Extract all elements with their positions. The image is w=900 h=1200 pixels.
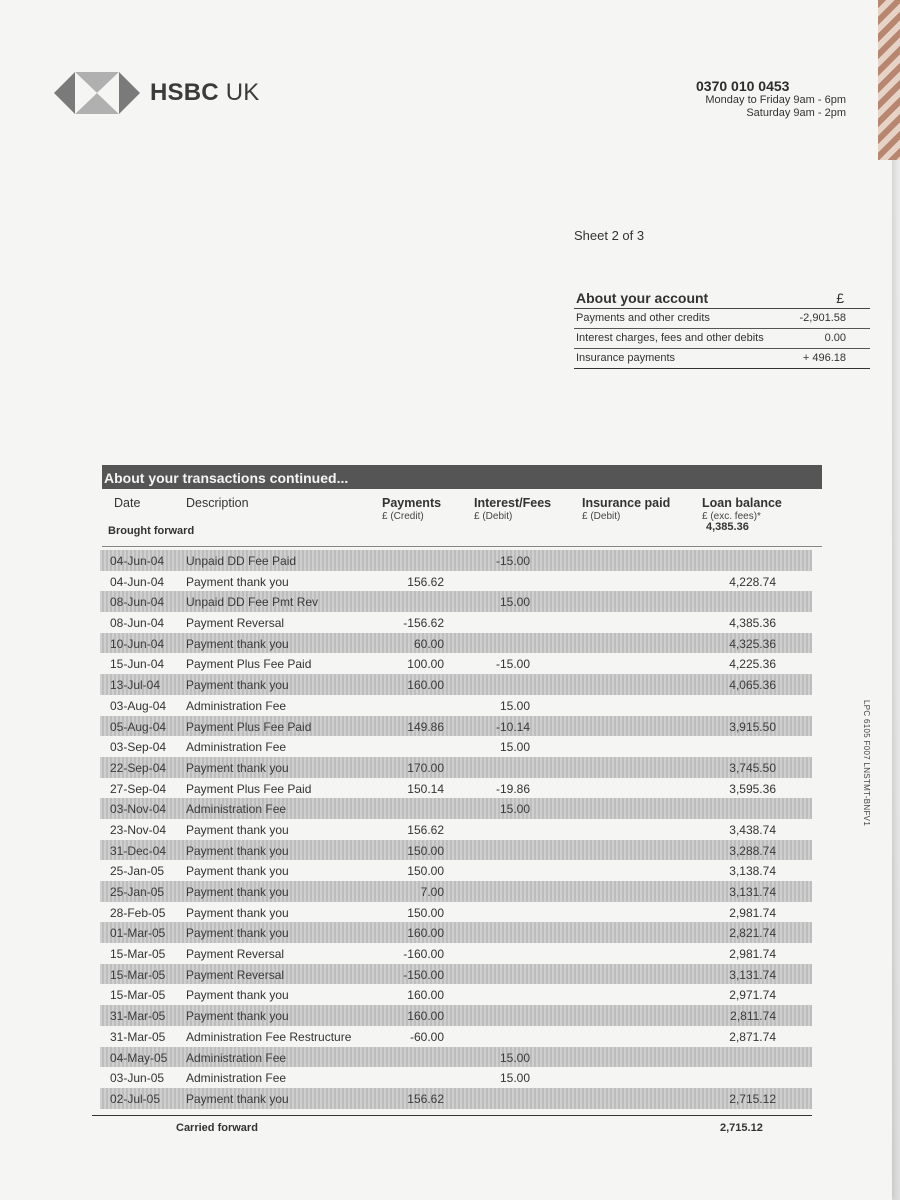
sheet-label: Sheet 2 of 3 [574, 228, 645, 243]
transaction-description: Administration Fee [186, 698, 287, 713]
transactions-list [100, 550, 812, 1109]
transaction-date: 31-Mar-05 [110, 1009, 166, 1024]
transaction-date: 27-Sep-04 [110, 781, 167, 796]
transaction-balance: 2,821.74 [729, 926, 776, 941]
transaction-payment: 156.62 [407, 1091, 444, 1106]
transaction-description: Administration Fee [186, 1071, 287, 1086]
transaction-row [100, 757, 812, 778]
transaction-balance: 3,131.74 [729, 885, 776, 899]
transaction-description: Payment Reversal [186, 967, 285, 982]
contact-block [696, 78, 846, 120]
column-date: Date [114, 496, 141, 510]
transaction-balance: 4,325.36 [729, 636, 776, 651]
transaction-interest-fee: 15.00 [499, 698, 530, 713]
carried-forward-row [92, 1115, 812, 1142]
transaction-interest-fee: 15.00 [499, 595, 530, 610]
transaction-description: Payment thank you [186, 678, 289, 693]
transaction-interest-fee: 15.00 [499, 802, 530, 817]
column-description: Description [186, 496, 249, 510]
transaction-date: 25-Jan-05 [110, 885, 165, 899]
transaction-date: 31-Mar-05 [110, 1029, 166, 1044]
transaction-payment: 150.00 [407, 864, 444, 879]
transaction-interest-fee: -19.86 [495, 781, 530, 796]
summary-row [574, 329, 870, 349]
column-loan-balance: Loan balance £ (exc. fees)* [702, 496, 782, 522]
hsbc-logo [54, 72, 259, 114]
transaction-row [100, 612, 812, 633]
transaction-row [100, 1088, 812, 1109]
transaction-payment: -60.00 [409, 1029, 444, 1044]
transaction-interest-fee: -15.00 [495, 554, 530, 568]
transaction-row [100, 860, 812, 881]
transaction-row [100, 922, 812, 943]
transaction-row [100, 571, 812, 592]
transaction-payment: 150.00 [407, 905, 444, 920]
transaction-balance: 4,065.36 [729, 678, 776, 693]
transaction-description: Payment Reversal [186, 947, 285, 962]
transaction-date: 04-May-05 [110, 1050, 168, 1065]
transaction-balance: 4,385.36 [729, 616, 776, 631]
transaction-row [100, 716, 812, 737]
phone-number: 0370 010 0453 [696, 78, 790, 94]
transaction-date: 04-Jun-04 [110, 554, 165, 568]
carried-forward-balance: 2,715.12 [720, 1122, 763, 1134]
opening-hours-weekday: Monday to Friday 9am - 6pm [705, 94, 846, 106]
summary-value: + 496.18 [802, 352, 846, 364]
transaction-row [100, 674, 812, 695]
background-edge [878, 0, 900, 160]
transaction-row [100, 633, 812, 654]
transaction-balance: 4,228.74 [729, 574, 776, 589]
transaction-description: Payment thank you [186, 864, 289, 879]
column-payments: Payments £ (Credit) [382, 496, 442, 522]
transaction-description: Payment thank you [186, 885, 289, 899]
transaction-date: 22-Sep-04 [110, 760, 167, 775]
transaction-description: Payment thank you [186, 760, 289, 775]
transaction-payment: -156.62 [403, 616, 444, 631]
transaction-date: 25-Jan-05 [110, 864, 165, 879]
transaction-date: 02-Jul-05 [110, 1091, 161, 1106]
column-interest-fees: Interest/Fees £ (Debit) [474, 496, 552, 522]
transaction-date: 15-Jun-04 [110, 657, 165, 672]
transaction-row [100, 798, 812, 819]
summary-value: 0.00 [824, 332, 846, 344]
transaction-payment: 160.00 [407, 926, 444, 941]
document-reference-code: LPC 6105 F007 LNSTMT-BNFV1 [862, 700, 871, 827]
transaction-balance: 2,971.74 [729, 988, 776, 1003]
summary-row [574, 309, 870, 329]
transaction-description: Unpaid DD Fee Paid [186, 554, 297, 568]
transaction-balance: 2,981.74 [729, 947, 776, 962]
transaction-balance: 3,138.74 [729, 864, 776, 879]
transaction-interest-fee: -15.00 [495, 657, 530, 672]
transaction-balance: 3,745.50 [729, 760, 776, 775]
transaction-description: Payment thank you [186, 822, 289, 837]
transaction-payment: 160.00 [407, 988, 444, 1003]
transaction-description: Payment thank you [186, 843, 289, 858]
transaction-description: Payment Plus Fee Paid [186, 781, 312, 796]
currency-symbol: £ [836, 290, 844, 306]
transaction-date: 23-Nov-04 [110, 822, 167, 837]
transaction-row [100, 984, 812, 1005]
transaction-payment: 170.00 [407, 760, 444, 775]
brought-forward-balance: 4,385.36 [706, 521, 749, 533]
transaction-date: 15-Mar-05 [110, 967, 166, 982]
transaction-description: Payment thank you [186, 1091, 289, 1106]
transaction-row [100, 1047, 812, 1068]
transaction-payment: 150.00 [407, 843, 444, 858]
transaction-interest-fee: -10.14 [495, 719, 530, 734]
transaction-interest-fee: 15.00 [499, 740, 530, 755]
transactions-title: About your transactions continued... [102, 465, 822, 489]
transaction-date: 03-Nov-04 [110, 802, 167, 817]
transaction-date: 04-Jun-04 [110, 574, 165, 589]
transaction-date: 01-Mar-05 [110, 926, 166, 941]
transaction-description: Payment thank you [186, 988, 289, 1003]
transaction-description: Payment thank you [186, 926, 289, 941]
transaction-balance: 3,438.74 [729, 822, 776, 837]
transaction-payment: -150.00 [403, 967, 444, 982]
transaction-description: Administration Fee [186, 802, 287, 817]
transaction-interest-fee: 15.00 [499, 1050, 530, 1065]
transaction-date: 15-Mar-05 [110, 947, 166, 962]
transaction-balance: 2,981.74 [729, 905, 776, 920]
transaction-balance: 2,715.12 [729, 1091, 776, 1106]
transaction-payment: 100.00 [407, 657, 444, 672]
transaction-payment: 160.00 [407, 1009, 444, 1024]
transaction-balance: 3,288.74 [729, 843, 776, 858]
summary-row [574, 349, 870, 369]
transaction-description: Payment thank you [186, 636, 289, 651]
transaction-description: Administration Fee Restructure [186, 1029, 352, 1044]
brand-name: HSBC UK [150, 79, 260, 106]
transaction-row [100, 943, 812, 964]
transaction-description: Payment thank you [186, 574, 289, 589]
transaction-description: Payment Plus Fee Paid [186, 719, 312, 734]
transaction-balance: 4,225.36 [729, 657, 776, 672]
summary-label: Payments and other credits [576, 312, 710, 324]
transaction-date: 03-Aug-04 [110, 698, 167, 713]
transaction-payment: 150.14 [407, 781, 444, 796]
transaction-payment: 149.86 [407, 719, 444, 734]
hsbc-hexagon-icon [54, 72, 140, 114]
transaction-payment: 156.62 [407, 822, 444, 837]
account-summary [574, 290, 870, 369]
transaction-interest-fee: 15.00 [499, 1071, 530, 1086]
transaction-payment: 60.00 [413, 636, 444, 651]
summary-value: -2,901.58 [799, 312, 846, 324]
transaction-payment: 156.62 [407, 574, 444, 589]
transaction-description: Payment Plus Fee Paid [186, 657, 312, 672]
transaction-row [100, 840, 812, 861]
transaction-description: Payment thank you [186, 1009, 289, 1024]
transaction-balance: 2,871.74 [729, 1029, 776, 1044]
transaction-payment: 7.00 [420, 885, 444, 899]
carried-forward-label: Carried forward [176, 1122, 258, 1134]
transaction-row [100, 1026, 812, 1047]
transaction-date: 10-Jun-04 [110, 636, 165, 651]
transaction-payment: 160.00 [407, 678, 444, 693]
transaction-row [100, 902, 812, 923]
summary-label: Insurance payments [576, 352, 676, 364]
transaction-date: 15-Mar-05 [110, 988, 166, 1003]
transaction-date: 08-Jun-04 [110, 595, 165, 610]
transaction-row [100, 591, 812, 612]
transaction-row [100, 1005, 812, 1026]
column-insurance-paid: Insurance paid £ (Debit) [582, 496, 671, 522]
account-summary-title: About your account [576, 290, 709, 306]
transaction-balance: 3,131.74 [729, 967, 776, 982]
transaction-row [100, 881, 812, 902]
transactions-header [102, 494, 822, 547]
transaction-description: Unpaid DD Fee Pmt Rev [186, 595, 319, 610]
transaction-row [100, 550, 812, 571]
transaction-row [100, 964, 812, 985]
opening-hours-saturday: Saturday 9am - 2pm [746, 107, 846, 119]
transaction-description: Payment Reversal [186, 616, 285, 631]
transaction-date: 28-Feb-05 [110, 905, 166, 920]
transaction-balance: 2,811.74 [730, 1009, 776, 1024]
transaction-date: 13-Jul-04 [110, 678, 161, 693]
transaction-row [100, 736, 812, 757]
transaction-row [100, 695, 812, 716]
transaction-date: 31-Dec-04 [110, 843, 167, 858]
transaction-balance: 3,595.36 [729, 781, 776, 796]
transaction-row [100, 819, 812, 840]
transaction-description: Administration Fee [186, 740, 287, 755]
summary-label: Interest charges, fees and other debits [576, 332, 764, 344]
transaction-date: 08-Jun-04 [110, 616, 165, 631]
transaction-payment: -160.00 [403, 947, 444, 962]
transaction-date: 05-Aug-04 [110, 719, 167, 734]
transaction-row [100, 653, 812, 674]
transaction-balance: 3,915.50 [729, 719, 776, 734]
transaction-description: Payment thank you [186, 905, 289, 920]
transaction-date: 03-Jun-05 [110, 1071, 165, 1086]
transaction-row [100, 1067, 812, 1088]
account-summary-header [574, 290, 870, 309]
transaction-date: 03-Sep-04 [110, 740, 167, 755]
transaction-description: Administration Fee [186, 1050, 287, 1065]
brought-forward-label: Brought forward [108, 525, 195, 537]
transaction-row [100, 778, 812, 799]
